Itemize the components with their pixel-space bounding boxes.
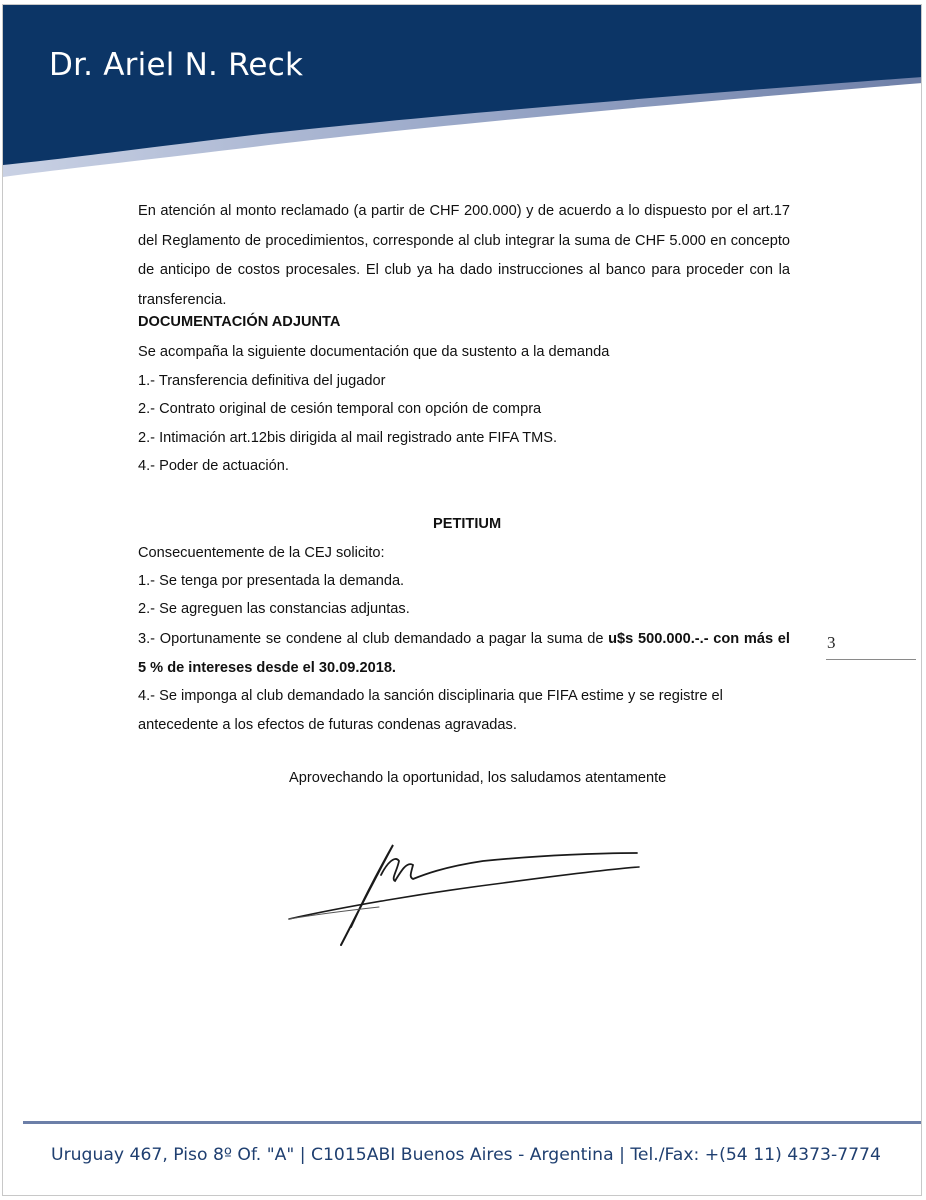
petitium-heading: PETITIUM [433, 516, 502, 532]
documentation-item: 2.- Intimación art.12bis dirigida al mail registrado ante FIFA TMS. [138, 430, 558, 446]
document-page [2, 4, 922, 1196]
petitium-item: 2.- Se agreguen las constancias adjuntas. [138, 601, 410, 617]
page-number-rule [826, 659, 916, 660]
documentation-item: 1.- Transferencia definitiva del jugador [138, 373, 386, 389]
page-number: 3 [827, 633, 836, 652]
petitium-item: 1.- Se tenga por presentada la demanda. [138, 573, 405, 589]
letterhead-swoosh [3, 5, 922, 205]
intro-paragraph: En atención al monto reclamado (a partir de CHF 200.000) y de acuerdo a lo dispuesto por el art.17 del Reglamento de procedimientos, corresponde al club integrar la suma de CHF 5.000 en concepto de anticipo de costos procesales. El club ya ha dado instrucciones al banco para proceder con la transferencia. [138, 203, 790, 308]
documentation-heading: DOCUMENTACIÓN ADJUNTA [138, 314, 341, 330]
documentation-lead: Se acompaña la siguiente documentación que da sustento a la demanda [138, 344, 610, 360]
signature-image [283, 827, 643, 952]
documentation-item: 2.- Contrato original de cesión temporal con opción de compra [138, 401, 542, 417]
footer-rule [23, 1121, 922, 1124]
petitium-item3-text: 3.- Oportunamente se condene al club demandado a pagar la suma de [138, 631, 609, 647]
letterhead-banner [3, 5, 922, 205]
petitium-lead: Consecuentemente de la CEJ solicito: [138, 545, 385, 561]
footer-address: Uruguay 467, Piso 8º Of. "A" | C1015ABI Buenos Aires - Argentina | Tel./Fax: +(54 11) 4373-7774 [51, 1145, 881, 1165]
petitium-item: 4.- Se imponga al club demandado la sanción disciplinaria que FIFA estime y se registre el antecedente a los efectos de futuras condenas agravadas. [138, 688, 723, 733]
documentation-item: 4.- Poder de actuación. [138, 458, 289, 474]
petitium-item [138, 625, 790, 683]
author-name: Dr. Ariel N. Reck [49, 47, 304, 83]
petitium-item3-amount: u$s 500.000.-.- con más el 5 % de intereses desde el 30.09.2018. [138, 631, 790, 676]
closing-line: Aprovechando la oportunidad, los saludamos atentamente [289, 770, 667, 786]
